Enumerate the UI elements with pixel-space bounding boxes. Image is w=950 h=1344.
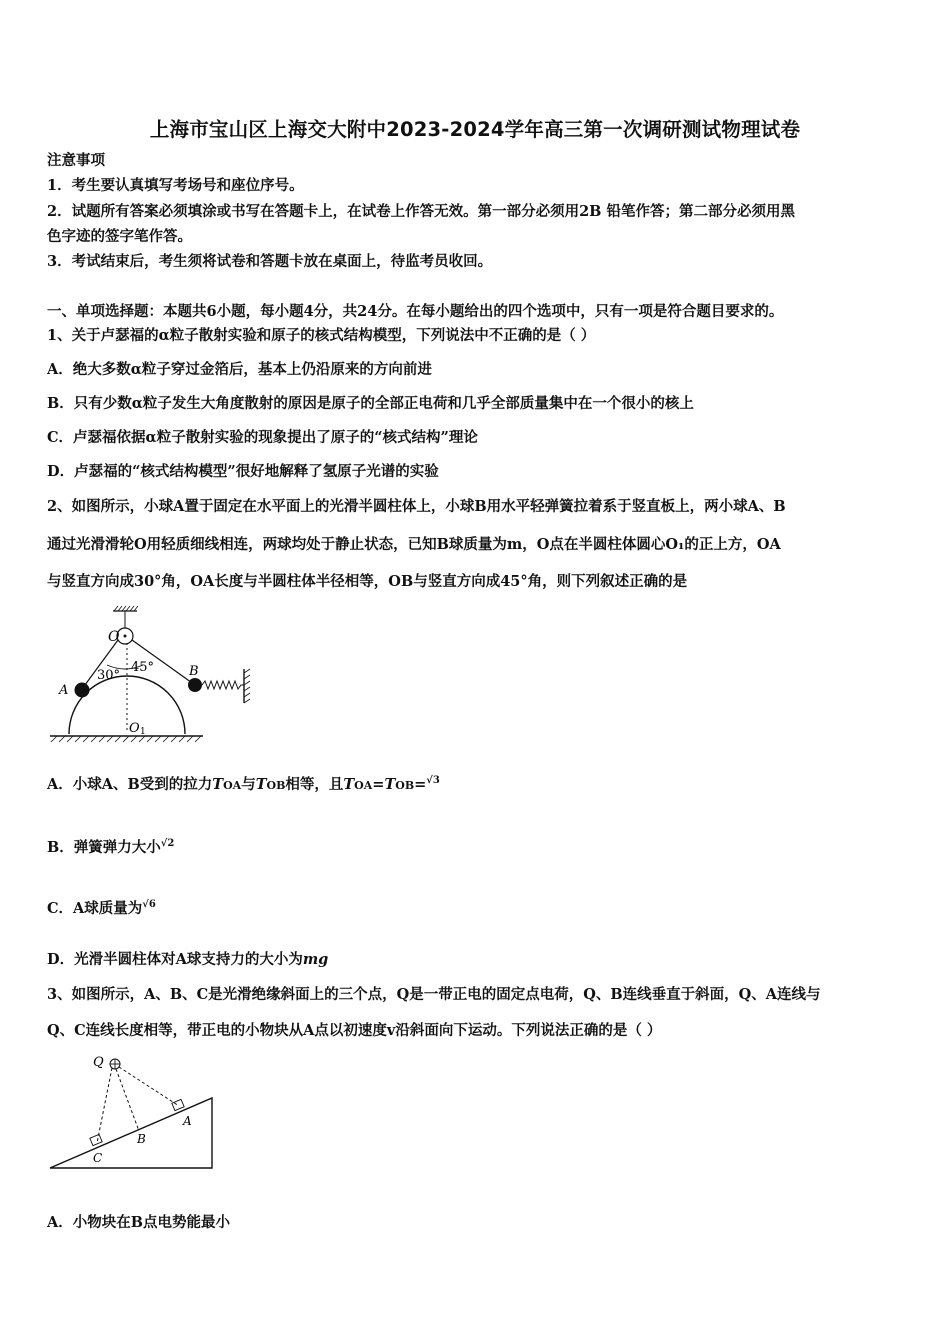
subscript: OB bbox=[266, 779, 286, 792]
opt-text: = bbox=[414, 776, 427, 793]
sqrt-expression: √3 bbox=[426, 775, 440, 786]
q2-figure bbox=[45, 603, 265, 748]
page-title: 上海市宝山区上海交大附中2023-2024学年高三第一次调研测试物理试卷 bbox=[149, 118, 801, 141]
opt-text: D．光滑半圆柱体对A球支持力的大小为 bbox=[47, 951, 303, 968]
notice-heading: 注意事项 bbox=[47, 152, 105, 169]
sqrt-expression: √2 bbox=[160, 838, 175, 849]
q1-stem: 1、关于卢瑟福的α粒子散射实验和原子的核式结构模型，下列说法中不正确的是（ ） bbox=[47, 327, 596, 344]
opt-text: B．弹簧弹力大小 bbox=[47, 839, 161, 856]
label-O: O bbox=[108, 629, 120, 645]
q2-option-c bbox=[47, 896, 156, 918]
q3-stem-line: Q、C连线长度相等，带正电的小物块从A点以初速度v沿斜面向下运动。下列说法正确的是（ ） bbox=[47, 1022, 662, 1039]
notice-item: 3．考试结束后，考生须将试卷和答题卡放在桌面上，待监考员收回。 bbox=[47, 253, 493, 270]
q3-option-a: A．小物块在B点电势能最小 bbox=[47, 1214, 231, 1231]
label-B: B bbox=[137, 1132, 146, 1146]
section-heading: 一、单项选择题：本题共6小题，每小题4分，共24分。在每小题给出的四个选项中，只有一项是符合题目要求的。 bbox=[47, 303, 784, 320]
opt-text: C．A球质量为 bbox=[47, 900, 143, 917]
subscript: OB bbox=[395, 779, 415, 792]
notice-item: 色字迹的签字笔作答。 bbox=[47, 228, 192, 245]
label-Q: Q bbox=[93, 1055, 104, 1070]
q2-stem-line: 与竖直方向成30°角，OA长度与半圆柱体半径相等，OB与竖直方向成45°角，则下列叙述正确的是 bbox=[47, 573, 688, 590]
q1-option-d: D．卢瑟福的“核式结构模型”很好地解释了氢原子光谱的实验 bbox=[47, 463, 439, 480]
var-T: T bbox=[255, 776, 267, 793]
q2-stem-line: 2、如图所示，小球A置于固定在水平面上的光滑半圆柱体上，小球B用水平轻弹簧拉着系于竖直板上，两小球A、B bbox=[47, 498, 786, 515]
label-A: A bbox=[59, 683, 69, 698]
opt-text: A．小球A、B受到的拉力 bbox=[47, 776, 213, 793]
label-B: B bbox=[189, 664, 199, 679]
q2-stem-line: 通过光滑滑轮O用轻质细线相连，两球均处于静止状态，已知B球质量为m，O点在半圆柱体圆心O₁的正上方，OA bbox=[47, 536, 781, 553]
opt-text: = bbox=[372, 776, 385, 793]
angle-30: 30° bbox=[97, 668, 121, 683]
subscript: OA bbox=[223, 779, 242, 792]
opt-text: 相等，且 bbox=[285, 776, 344, 793]
q2-option-a bbox=[47, 772, 440, 795]
q2-option-b bbox=[47, 835, 174, 857]
var-T: T bbox=[343, 776, 355, 793]
notice-item: 1．考生要认真填写考场号和座位序号。 bbox=[47, 177, 304, 194]
var-T: T bbox=[212, 776, 224, 793]
q1-option-c: C．卢瑟福依据α粒子散射实验的现象提出了原子的“核式结构”理论 bbox=[47, 429, 478, 446]
notice-item: 2．试题所有答案必须填涂或书写在答题卡上，在试卷上作答无效。第一部分必须用2B 铅笔作答；第二部分必须用黑 bbox=[47, 203, 795, 220]
label-A: A bbox=[183, 1114, 192, 1128]
var-T: T bbox=[384, 776, 396, 793]
subscript: OA bbox=[354, 779, 373, 792]
angle-45: 45° bbox=[131, 660, 155, 675]
q1-option-a: A．绝大多数α粒子穿过金箔后，基本上仍沿原来的方向前进 bbox=[47, 361, 432, 378]
q2-option-d bbox=[47, 951, 328, 969]
label-O1: O bbox=[129, 721, 140, 736]
var-mg: mg bbox=[302, 951, 329, 968]
sqrt-expression: √6 bbox=[142, 899, 156, 910]
q1-option-b: B．只有少数α粒子发生大角度散射的原因是原子的全部正电荷和几乎全部质量集中在一个很小的核上 bbox=[47, 395, 694, 412]
opt-text: 与 bbox=[241, 776, 256, 793]
label-O1-sub: 1 bbox=[140, 727, 146, 737]
label-C: C bbox=[93, 1151, 103, 1165]
q3-stem-line: 3、如图所示，A、B、C是光滑绝缘斜面上的三个点，Q是一带正电的固定点电荷，Q、B连线垂直于斜面，Q、A连线与 bbox=[47, 986, 821, 1003]
q3-figure bbox=[45, 1048, 220, 1173]
